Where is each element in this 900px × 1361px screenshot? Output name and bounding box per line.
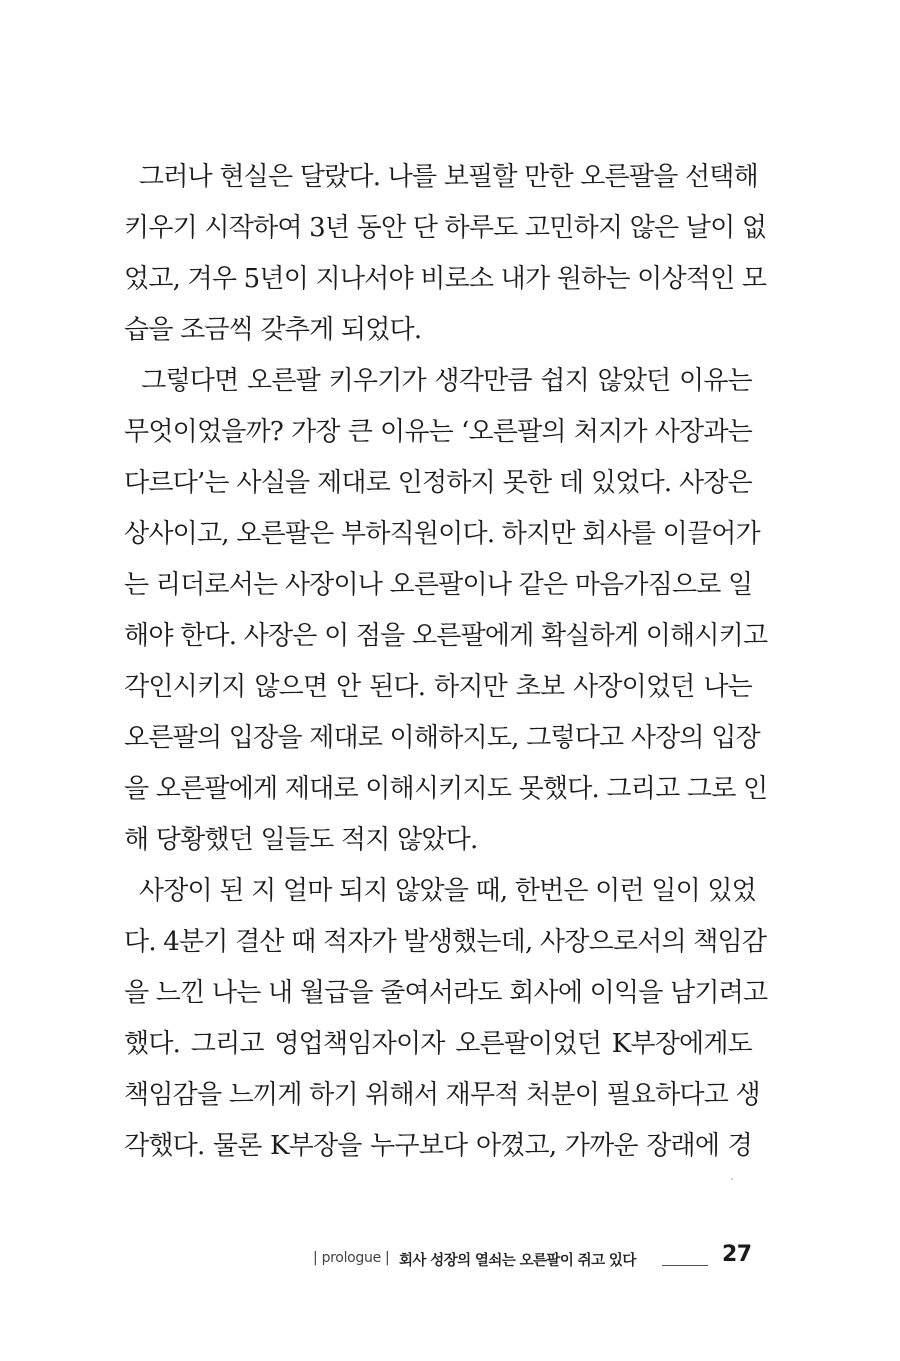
text-line: 오른팔의 입장을 제대로 이해하지도, 그렇다고 사장의 입장 — [124, 723, 760, 753]
text-line: 각인시키지 않으면 안 된다. 하지만 초보 사장이었던 나는 — [124, 672, 752, 702]
text-line: 다. 4분기 결산 때 적자가 발생했는데, 사장으로서의 책임감 — [124, 927, 767, 957]
text-line: 었고, 겨우 5년이 지나서야 비로소 내가 원하는 이상적인 모 — [124, 264, 767, 294]
footer-section-label: | prologue | — [313, 1250, 390, 1266]
text-line: 는 리더로서는 사장이나 오른팔이나 같은 마음가짐으로 일 — [124, 570, 753, 600]
body-text — [124, 152, 768, 1172]
text-line: 그러나 현실은 달랐다. 나를 보필할 만한 오른팔을 선택해 — [124, 162, 758, 192]
text-line: 을 느낀 나는 내 월급을 줄여서라도 회사에 이익을 남기려고 — [124, 978, 768, 1008]
text-line: 습을 조금씩 갖추게 되었다. — [124, 315, 422, 345]
text-line: 무엇이었을까? 가장 큰 이유는 ‘오른팔의 처지가 사장과는 — [124, 417, 752, 447]
text-line: 그렇다면 오른팔 키우기가 생각만큼 쉽지 않았던 이유는 — [124, 366, 752, 396]
text-line: 다르다’는 사실을 제대로 인정하지 못한 데 있었다. 사장은 — [124, 468, 752, 498]
text-line: 사장이 된 지 얼마 되지 않았을 때, 한번은 이런 일이 있었 — [124, 876, 756, 906]
text-line: 해야 한다. 사장은 이 점을 오른팔에게 확실하게 이해시키고 — [124, 621, 768, 651]
page-number: 27 — [722, 1242, 752, 1267]
print-speck — [731, 1178, 733, 1180]
text-line: 키우기 시작하여 3년 동안 단 하루도 고민하지 않은 날이 없 — [124, 213, 767, 243]
text-line: 해 당황했던 일들도 적지 않았다. — [124, 825, 478, 855]
text-line: 책임감을 느끼게 하기 위해서 재무적 처분이 필요하다고 생 — [124, 1080, 760, 1110]
running-footer — [0, 1242, 900, 1272]
text-line: 했다. 그리고 영업책임자이자 오른팔이었던 K부장에게도 — [124, 1029, 752, 1059]
text-line: 상사이고, 오른팔은 부하직원이다. 하지만 회사를 이끌어가 — [124, 519, 760, 549]
text-line: 을 오른팔에게 제대로 이해시키지도 못했다. 그리고 그로 인 — [124, 774, 768, 804]
footer-chapter-title: 회사 성장의 열쇠는 오른팔이 쥐고 있다 — [399, 1253, 636, 1269]
footer-rule — [662, 1265, 708, 1266]
text-line: 각했다. 물론 K부장을 누구보다 아꼈고, 가까운 장래에 경 — [124, 1131, 752, 1161]
